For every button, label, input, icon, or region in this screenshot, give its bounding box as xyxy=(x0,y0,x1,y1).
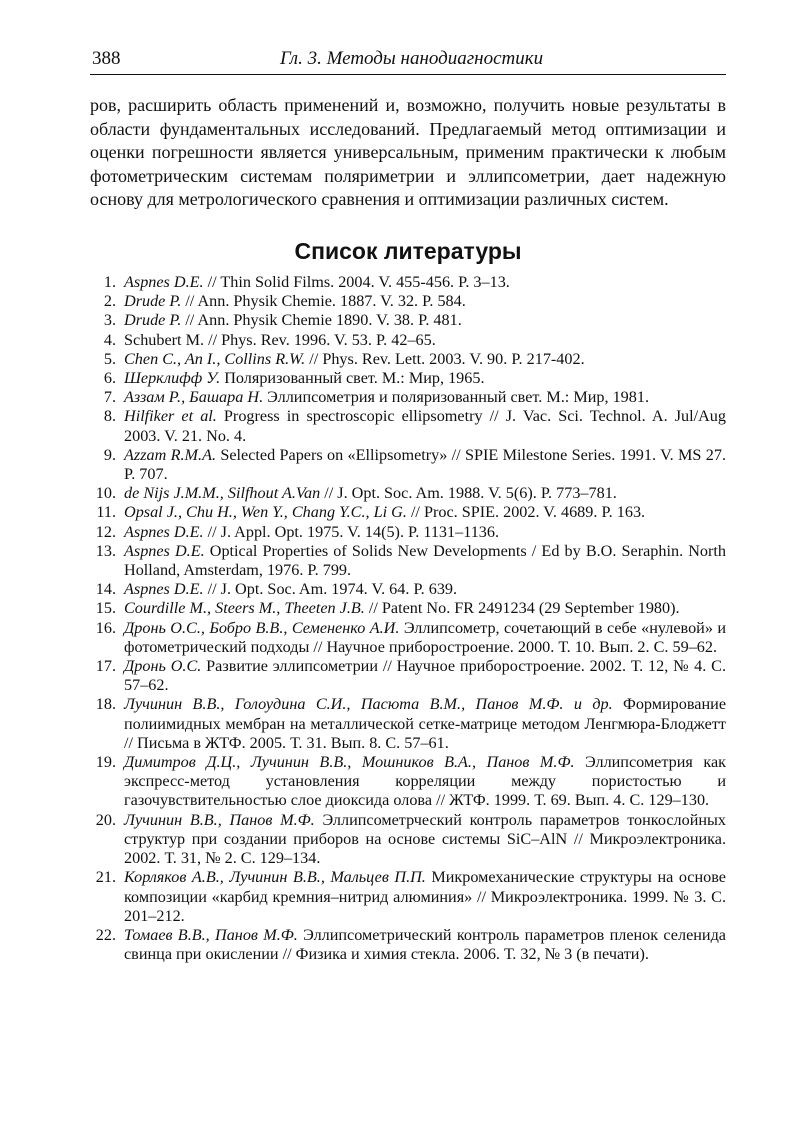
reference-number: 12. xyxy=(95,522,116,541)
reference-authors: Aspnes D.E. xyxy=(124,541,205,560)
reference-authors: Аззам Р., Башара Н. xyxy=(124,388,264,407)
reference-number: 16. xyxy=(95,618,116,637)
reference-authors: de Nijs J.M.M., Silfhout A.Van xyxy=(124,484,321,503)
reference-number: 20. xyxy=(95,810,116,829)
reference-text: Формирование полиимидных мембран на металлической сетке-матрице методом Ленгмюра-Блоджетт // Письма в ЖТФ. 2005. Т. 31. Вып. 8. С. 57–61. xyxy=(124,695,726,752)
reference-item xyxy=(90,868,726,926)
reference-text: // J. Opt. Soc. Am. 1974. V. 64. P. 639. xyxy=(203,580,458,599)
reference-number: 4. xyxy=(103,330,116,349)
reference-item xyxy=(90,311,726,330)
reference-authors: Лучинин В.В., Панов М.Ф. xyxy=(124,810,315,829)
reference-item xyxy=(90,350,726,369)
reference-item xyxy=(90,369,726,388)
reference-item xyxy=(90,503,726,522)
reference-authors: Димитров Д.Ц., Лучинин В.В., Мошников В.А., Панов М.Ф. xyxy=(124,753,575,772)
reference-text: Эллипсометрия и поляризованный свет. М.: Мир, 1981. xyxy=(263,388,650,407)
reference-text: // Proc. SPIE. 2002. V. 4689. P. 163. xyxy=(406,503,646,522)
reference-item xyxy=(90,926,726,964)
reference-authors: Aspnes D.E. xyxy=(124,273,204,291)
intro-paragraph: ров, расширить область применений и, возможно, получить новые результаты в области фундаментальных исследований. Предлагаемый метод оптимизации и оценки погрешности является универсальным, применим практически к любым фотометрическим системам поляриметрии и эллипсометрии, дает надежную основу для метрологического сравнения и оптимизации различных систем. xyxy=(90,95,726,209)
reference-item xyxy=(90,542,726,580)
running-title: Гл. 3. Методы нанодиагностики xyxy=(280,48,544,69)
reference-item xyxy=(90,811,726,869)
reference-text: Schubert M. // Phys. Rev. 1996. V. 53. P. 42–65. xyxy=(124,330,436,349)
reference-number: 5. xyxy=(103,349,116,368)
reference-number: 6. xyxy=(103,369,116,388)
reference-number: 15. xyxy=(95,599,116,618)
reference-authors: Шерклифф У. xyxy=(124,369,221,388)
reference-item xyxy=(90,446,726,484)
reference-text: Optical Properties of Solids New Developments / Ed by B.O. Seraphin. North Holland, Amsterdam, 1976. P. 799. xyxy=(124,541,727,580)
reference-item xyxy=(90,388,726,407)
reference-text: Развитие эллипсометрии // Научное приборостроение. 2002. Т. 12, № 4. С. 57–62. xyxy=(124,657,726,695)
reference-text: Эллипсометр, сочетающий в себе «нулевой» и фотометрический подходы // Научное приборостроение. 2000. Т. 10. Вып. 2. С. 59–62. xyxy=(124,618,727,656)
section-title: Список литературы xyxy=(294,238,522,264)
reference-authors: Aspnes D.E. xyxy=(124,580,204,599)
reference-item xyxy=(90,580,726,599)
reference-authors: Opsal J., Chu H., Wen Y., Chang Y.C., Li G. xyxy=(124,503,407,522)
reference-authors: Drude P. xyxy=(124,311,182,330)
reference-authors: Лучинин В.В., Голоудина С.И., Пасюта В.М., Панов М.Ф. и др. xyxy=(124,695,613,714)
reference-authors: Hilfiker et al. xyxy=(124,407,217,426)
reference-authors: Томаев В.В., Панов М.Ф. xyxy=(124,925,298,944)
reference-authors: Корляков А.В., Лучинин В.В., Мальцев П.П. xyxy=(124,868,426,887)
reference-text: Микромеханические структуры на основе композиции «карбид кремния–нитрид алюминия» // Микроэлектроника. 1999. № 3. С. 201–212. xyxy=(124,868,726,925)
reference-number: 2. xyxy=(103,292,116,311)
reference-item xyxy=(90,753,726,811)
reference-text: Эллипсометрический контроль параметров пленок селенида свинца при окислении // Физика и химия стекла. 2006. Т. 32, № 3 (в печати). xyxy=(124,925,726,964)
reference-number: 9. xyxy=(103,445,116,464)
reference-text: Эллипсометрческий контроль параметров тонкослойных структур при создании приборов на основе системы SiC–AlN // Микроэлектроника. 2002. Т. 31, № 2. С. 129–134. xyxy=(124,810,726,868)
reference-text: Progress in spectroscopic ellipsometry // J. Vac. Sci. Technol. A. Jul/Aug 2003. V. 21. No. 4. xyxy=(124,407,726,445)
reference-item xyxy=(90,273,726,292)
reference-text: // Ann. Physik Chemie 1890. V. 38. P. 481. xyxy=(181,311,462,330)
reference-number: 18. xyxy=(95,695,116,714)
reference-item xyxy=(90,695,726,753)
reference-number: 14. xyxy=(95,580,116,599)
reference-text: Selected Papers on «Ellipsometry» // SPIE Milestone Series. 1991. V. MS 27. P. 707. xyxy=(124,445,727,484)
reference-authors: Azzam R.M.A. xyxy=(124,445,217,464)
reference-text: // Ann. Physik Chemie. 1887. V. 32. P. 584. xyxy=(181,292,466,311)
reference-authors: Aspnes D.E. xyxy=(124,522,204,541)
reference-list xyxy=(90,273,726,964)
reference-item xyxy=(90,331,726,350)
reference-authors: Дронь О.С. xyxy=(124,657,202,676)
reference-number: 1. xyxy=(103,273,116,291)
reference-number: 21. xyxy=(95,868,116,887)
page-number: 388 xyxy=(92,48,121,69)
reference-number: 17. xyxy=(95,657,116,676)
reference-authors: Дронь О.С., Бобро В.В., Семененко А.И. xyxy=(124,618,400,637)
reference-text: // Phys. Rev. Lett. 2003. V. 90. P. 217-402. xyxy=(305,349,585,368)
reference-text: // Thin Solid Films. 2004. V. 455-456. P. 3–13. xyxy=(203,273,510,291)
reference-item xyxy=(90,599,726,618)
reference-authors: Drude P. xyxy=(124,292,182,311)
reference-text: // Patent No. FR 2491234 (29 September 1980). xyxy=(364,599,680,618)
page-header xyxy=(90,46,726,75)
reference-number: 13. xyxy=(95,541,116,560)
reference-number: 19. xyxy=(95,753,116,772)
reference-authors: Chen C., An I., Collins R.W. xyxy=(124,349,306,368)
reference-item xyxy=(90,292,726,311)
reference-item xyxy=(90,657,726,695)
reference-number: 7. xyxy=(103,388,116,407)
reference-text: // J. Opt. Soc. Am. 1988. V. 5(6). P. 773–781. xyxy=(320,484,617,503)
reference-item xyxy=(90,484,726,503)
reference-number: 11. xyxy=(96,503,116,522)
reference-item xyxy=(90,407,726,445)
reference-number: 3. xyxy=(103,311,116,330)
reference-text: Поляризованный свет. М.: Мир, 1965. xyxy=(220,369,485,388)
reference-item xyxy=(90,523,726,542)
reference-number: 8. xyxy=(103,407,116,426)
reference-number: 22. xyxy=(95,925,116,944)
reference-text: // J. Appl. Opt. 1975. V. 14(5). P. 1131–1136. xyxy=(203,522,500,541)
reference-authors: Courdille M., Steers M., Theeten J.B. xyxy=(124,599,365,618)
reference-number: 10. xyxy=(95,484,116,503)
reference-text: Эллипсометрия как экспресс-метод установления корреляции между пористостью и газочувствительностью слое диоксида олова // ЖТФ. 1999. Т. 69. Вып. 4. С. 129–130. xyxy=(124,753,727,810)
reference-item xyxy=(90,619,726,657)
